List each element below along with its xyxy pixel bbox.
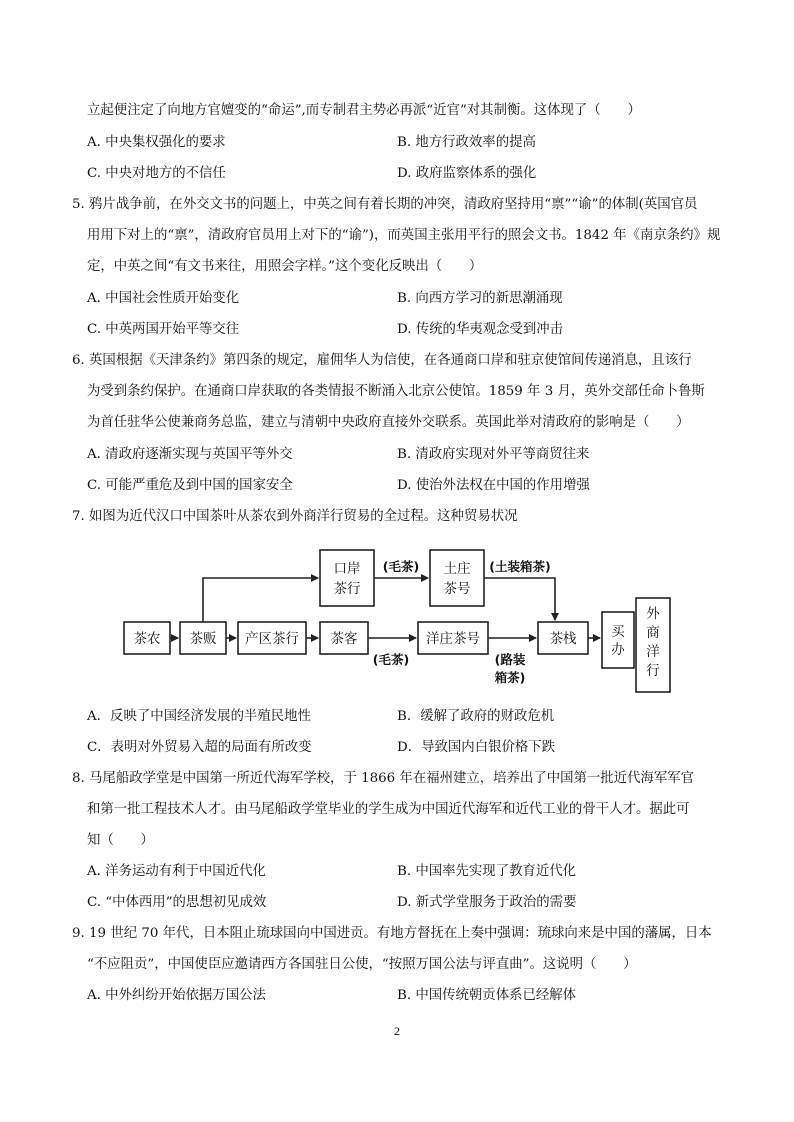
label-maocha-bottom: (毛茶) — [372, 652, 410, 667]
label-luzhuang-2: 箱茶) — [494, 670, 526, 685]
label-kouan-2: 茶行 — [333, 581, 361, 597]
label-tuzhuang-2: 茶号 — [443, 581, 471, 597]
q7-option-a: A．反映了中国经济发展的半殖民地性 — [87, 709, 311, 724]
q7-option-c: C．表明对外贸易入超的局面有所改变 — [87, 740, 312, 755]
q6-stem-line-2: 为受到条约保护。在通商口岸获取的各类情报不断涌入北京公使馆。1859 年 3 月，英外交部任命卜鲁斯 — [87, 384, 705, 399]
label-chanong: 茶农 — [133, 631, 161, 647]
q5-stem-line-3: 定，中英之间“有文书来往，用照会字样。”这个变化反映出（ ） — [87, 259, 483, 274]
label-yangzhuang: 洋庄茶号 — [426, 631, 480, 647]
q8-stem-line-1: 8. 马尾船政学堂是中国第一所近代海军学校，于 1866 年在福州建立，培养出了中国第一批近代海军军官 — [72, 771, 695, 786]
label-chanqu: 产区茶行 — [245, 631, 299, 647]
q7-stem-line-1: 7. 如图为近代汉口中国茶叶从茶农到外商洋行贸易的全过程。这种贸易状况 — [72, 509, 518, 524]
label-waishang-2: 商 — [646, 625, 660, 641]
label-maiban-1: 买 — [611, 624, 625, 640]
label-tuzhuang-1: 土庄 — [443, 561, 471, 577]
q5-option-d: D. 传统的华夷观念受到冲击 — [397, 322, 564, 337]
q8-option-d: D. 新式学堂服务于政治的需要 — [397, 895, 577, 910]
label-waishang-3: 洋 — [646, 644, 660, 660]
q5-option-b: B. 向西方学习的新思潮涌现 — [397, 291, 563, 306]
q6-option-b: B. 清政府实现对外平等商贸往来 — [397, 447, 590, 462]
q9-stem-line-1: 9. 19 世纪 70 年代，日本阻止琉球国向中国进贡。有地方督抚在上奏中强调：琉球向来是中国的藩属，日本 — [72, 926, 712, 941]
label-waishang-1: 外 — [646, 606, 660, 622]
q8-option-c: C. “中体西用”的思想初见成效 — [87, 895, 267, 910]
label-chazhan: 茶栈 — [549, 631, 577, 647]
q4-option-c: C. 中央对地方的不信任 — [87, 166, 226, 181]
q8-option-a: A. 洋务运动有利于中国近代化 — [87, 864, 266, 879]
q5-option-c: C. 中英两国开始平等交往 — [87, 322, 240, 337]
page-number: 2 — [394, 1024, 400, 1038]
box-tuzhuang — [430, 550, 484, 606]
q9-option-b: B. 中国传统朝贡体系已经解体 — [397, 988, 577, 1003]
q8-stem-line-3: 知（ ） — [87, 833, 154, 848]
label-maiban-2: 办 — [611, 642, 625, 658]
q8-stem-line-2: 和第一批工程技术人才。由马尾船政学堂毕业的学生成为中国近代海军和近代工业的骨干人才。据此可 — [87, 802, 690, 817]
arrow-chafan-kouan — [203, 578, 318, 622]
arrow-tuzhuang-chazhan — [484, 578, 555, 620]
box-maiban — [602, 612, 634, 668]
label-chake: 茶客 — [330, 631, 358, 647]
label-chafan: 茶贩 — [189, 631, 217, 647]
q7-option-b: B．缓解了政府的财政危机 — [397, 709, 555, 724]
q9-option-a: A. 中外纠纷开始依据万国公法 — [87, 988, 266, 1003]
q6-stem-line-1: 6. 英国根据《天津条约》第四条的规定，雇佣华人为信使，在各通商口岸和驻京使馆间传递消息，且该行 — [72, 353, 692, 368]
label-maocha-top: (毛茶) — [382, 559, 420, 574]
q4-option-d: D. 政府监察体系的强化 — [397, 166, 537, 181]
q5-stem-line-1: 5. 鸦片战争前，在外交文书的问题上，中英之间有着长期的冲突，清政府坚持用“禀”“谕”的体制(英国官员 — [72, 197, 698, 212]
q9-stem-line-2: “不应阻贡”，中国使臣应邀请西方各国驻日公使，“按照万国公法与评直曲”。这说明（ ） — [87, 957, 637, 972]
label-kouan-1: 口岸 — [333, 561, 361, 577]
q7-option-d: D．导致国内白银价格下跌 — [397, 740, 556, 755]
tea-trade-flow-diagram — [112, 540, 672, 695]
q4-stem-line: 立起便注定了向地方官嬗变的“命运”,而专制君主势必再派“近官”对其制衡。这体现了（ ） — [87, 103, 641, 118]
label-luzhuang-1: (路装 — [494, 652, 526, 667]
box-kouan — [320, 550, 374, 606]
q6-option-c: C. 可能严重危及到中国的国家安全 — [87, 478, 293, 493]
q5-stem-line-2: 用用下对上的“禀”，清政府官员用上对下的“谕”)，而英国主张用平行的照会文书。1842 年《南京条约》规 — [87, 228, 721, 243]
q8-option-b: B. 中国率先实现了教育近代化 — [397, 864, 577, 879]
q4-option-a: A. 中央集权强化的要求 — [87, 135, 226, 150]
q6-stem-line-3: 为首任驻华公使兼商务总监，建立与清朝中央政府直接外交联系。英国此举对清政府的影响是（ ） — [87, 415, 690, 430]
q4-option-b: B. 地方行政效率的提高 — [397, 135, 536, 150]
q6-option-d: D. 使治外法权在中国的作用增强 — [397, 478, 590, 493]
q6-option-a: A. 清政府逐渐实现与英国平等外交 — [87, 447, 293, 462]
label-waishang-4: 行 — [646, 663, 660, 679]
q5-option-a: A. 中国社会性质开始变化 — [87, 291, 240, 306]
label-tuzhuang-box-tea: (土装箱茶) — [489, 559, 551, 574]
